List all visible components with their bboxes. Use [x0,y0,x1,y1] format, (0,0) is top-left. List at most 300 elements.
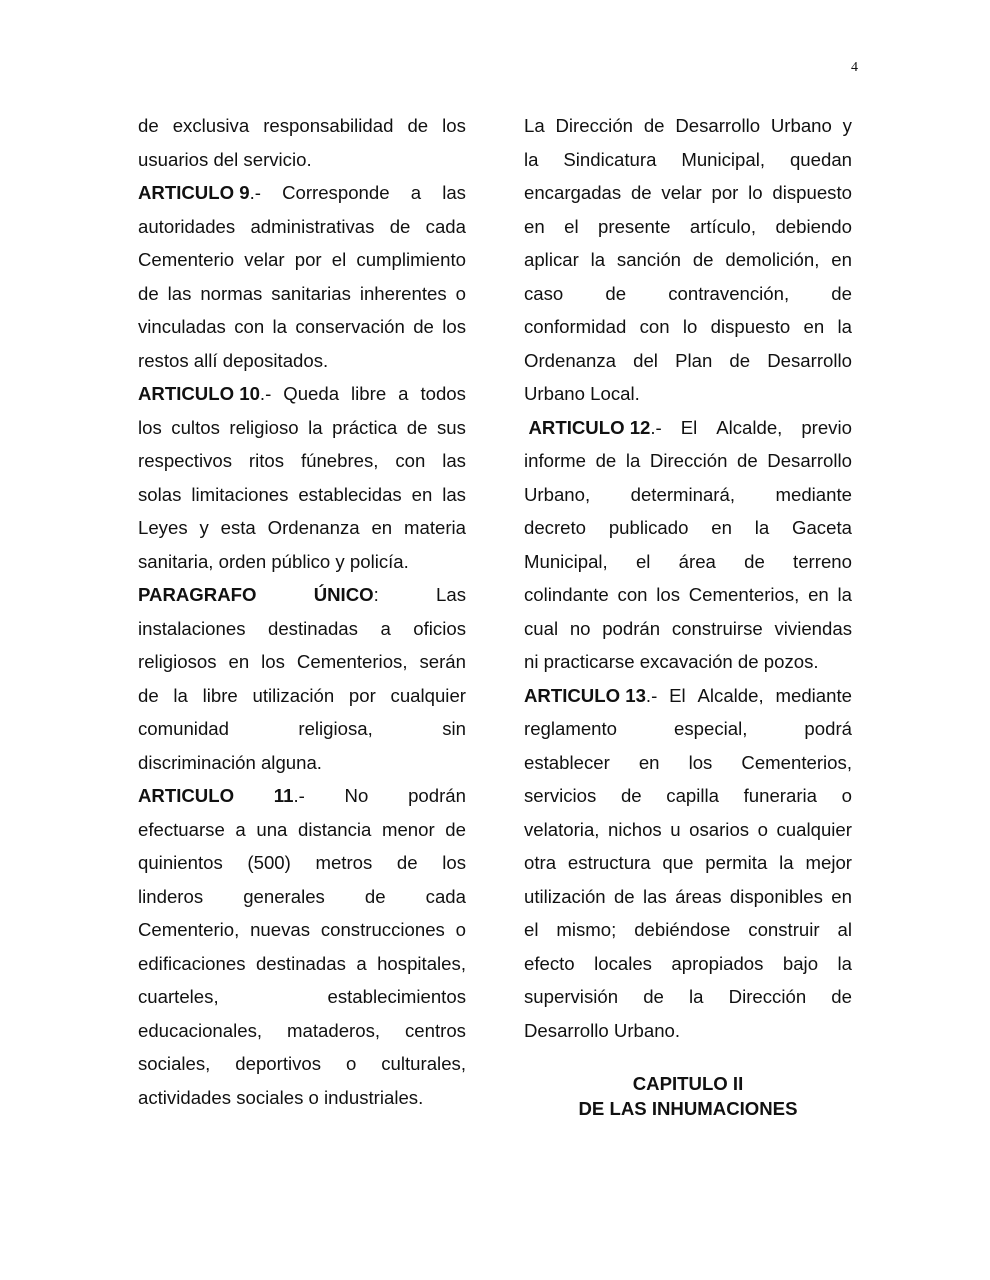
text-line [138,913,466,947]
word-part: otra [524,852,557,873]
word [345,779,369,813]
word-part: encargadas [524,182,622,203]
word-part: Las [436,584,466,605]
word-part: las [442,483,466,505]
word [681,411,698,445]
word [138,712,229,746]
word [609,511,689,545]
word-part: las [442,450,466,471]
word-part: de [138,282,159,304]
word [524,880,606,914]
word [831,243,852,277]
word-part: el [635,550,651,572]
text-line [138,880,466,914]
word-part: .- [650,416,662,438]
word [268,511,360,545]
word [411,176,421,210]
word-part: construir [748,919,820,940]
word [138,377,271,411]
word [426,880,466,914]
word-part: del [633,349,658,371]
word [253,679,335,713]
word-part: los [261,651,285,672]
word [138,310,226,344]
word [315,846,372,880]
text-line: ni practicarse excavación de pozos. [524,651,819,672]
word [591,243,605,277]
word-part: Plan [675,349,713,371]
word-part: responsabilidad [263,115,394,136]
text-line [138,277,466,311]
text-line: Desarrollo Urbano. [524,1019,681,1041]
word [748,176,762,210]
text-line [138,779,466,813]
word [328,980,467,1014]
word-part: establecer [524,751,610,773]
word-part: el [331,249,347,270]
word-part: El [669,684,686,706]
word [200,277,262,311]
word-part: de [643,986,664,1007]
word-part: los [442,115,466,136]
word-part: cada [425,215,466,237]
text-line: discriminación alguna. [138,751,322,773]
word-part: podrá [804,718,852,739]
word [138,612,246,646]
text-line [138,846,466,880]
word-part: mejor [805,852,852,873]
word-part: o [841,785,852,806]
word-part: colindante [524,584,609,605]
word [804,712,852,746]
word [524,813,599,847]
word-part: el [524,919,539,940]
text-line [138,411,466,445]
text-line [524,712,852,746]
word [737,444,758,478]
word-part: una [256,818,288,840]
word-part: solas [138,483,182,505]
word-part: Ordenanza [267,517,360,538]
word-part: religiosos [138,651,217,672]
word [199,511,208,545]
word-part: utilización [252,684,335,706]
word [711,176,738,210]
word [268,612,358,646]
word [524,846,556,880]
word-part: todos [420,383,466,404]
word-part: disponibles [729,885,823,907]
word-part: con [234,316,265,337]
word [775,478,852,512]
word [243,880,325,914]
word-part: Desarrollo [675,115,761,136]
word [229,645,250,679]
word-part: cumplimiento [356,249,466,270]
word-part: efecto [524,952,575,974]
word [360,277,447,311]
text-line [524,980,852,1014]
word-part: .- [249,182,261,203]
word-part: la [173,684,188,706]
word [138,511,188,545]
word-part: hospitales, [377,952,466,974]
word [381,1047,466,1081]
word-part: Corresponde [282,182,390,203]
word [772,176,852,210]
word [730,880,823,914]
word [442,444,466,478]
chapter-title: DE LAS INHUMACIONES [578,1098,798,1119]
text-line [524,143,852,177]
word [524,143,538,177]
word-part: área [678,550,716,572]
text-line [138,444,466,478]
word [397,846,418,880]
text-line [524,344,852,378]
word-part: presente [598,215,671,237]
word-part: Sindicatura [563,148,657,170]
word [524,980,618,1014]
text-line [524,210,852,244]
word-part: las [642,885,667,907]
word [408,779,466,813]
word [295,310,405,344]
text-line [138,176,466,210]
word-part: fúnebres, [300,450,379,471]
word-part: servicios [524,785,597,806]
word [282,176,390,210]
word [298,712,372,746]
word-part: la [837,952,852,974]
word [556,913,616,947]
chapter-number: CAPITULO II [632,1073,744,1094]
word [456,277,466,311]
word [808,578,829,612]
word [838,913,852,947]
word [365,880,386,914]
word [377,947,466,981]
word [356,947,366,981]
word-part: en [711,517,732,538]
word-part: en [524,215,545,237]
word-part: reglamento [524,718,618,739]
text-line [524,679,852,713]
word-part: Cementerio, [138,919,240,940]
word-part: Urbano [770,115,832,136]
word [790,143,852,177]
word [250,913,310,947]
word-part: de [643,115,665,136]
word-part: metros [315,852,373,873]
text-line [524,243,852,277]
word-part: de [831,986,852,1007]
word [801,411,852,445]
word [683,310,697,344]
word-part: Desarrollo [767,349,852,371]
word [524,712,617,746]
word-part: cuarteles, [138,986,219,1007]
text-line [138,645,466,679]
word-part: de [620,785,642,806]
word [256,813,287,847]
word [235,1047,321,1081]
word-part: normas [200,282,263,304]
word [138,947,246,981]
word [783,947,818,981]
word-part: en [831,885,852,907]
word-part: la [754,517,770,538]
word [524,679,657,713]
word-part: la [590,249,606,270]
word-part: los [138,416,162,438]
word-part: serán [419,651,466,672]
word [138,846,223,880]
word [524,779,596,813]
word-part: viviendas [774,617,852,639]
word-part: por [711,182,739,203]
word [524,511,586,545]
word [636,545,650,579]
text-line [524,813,852,847]
word [138,210,235,244]
word [524,746,610,780]
word [608,813,662,847]
word-part: podrán [602,617,661,639]
word [191,478,288,512]
word-part: destinadas [268,617,358,639]
word [371,511,392,545]
word [831,980,852,1014]
word [626,444,640,478]
word-part: mediante [775,483,852,505]
word [570,612,591,646]
word-part: de [406,416,428,438]
word-part: áreas [675,885,722,907]
word [391,679,466,713]
word-part: bajo [782,952,819,974]
word [838,310,852,344]
word [308,411,322,445]
word-part: las [442,182,466,203]
word [771,109,832,143]
word-part: esta [220,517,256,538]
article-label: ARTICULO 13 [524,684,646,706]
word-part: establecidas [298,483,402,505]
word-part: de [364,885,386,907]
word-part: los [442,852,466,873]
word [524,913,538,947]
text-line: actividades sociales o industriales. [138,1086,424,1108]
word [744,545,765,579]
word-part: al [837,919,852,940]
word-part: por [294,249,322,270]
word [556,109,634,143]
word [168,277,192,311]
word [138,444,232,478]
word [138,1014,262,1048]
word [675,880,722,914]
word [436,578,466,612]
word-part: mataderos, [287,1019,381,1041]
word [524,176,621,210]
word-part: de [605,282,627,304]
text-line [524,478,852,512]
article-label: ARTICULO 9 [138,182,250,203]
word-part: Cementerios, [688,584,800,605]
word-part: .- [259,383,272,404]
word-part: cualquier [390,684,466,706]
word-part: de [744,550,765,572]
text-line [524,746,852,780]
text-line [138,578,466,612]
word [837,947,851,981]
word [407,109,428,143]
word [456,913,466,947]
word-part: informe [524,450,587,471]
word-part: mediante [775,684,852,706]
word-part: estructura [567,852,651,873]
word-part: .- [645,684,658,706]
word [679,545,716,579]
word [837,578,851,612]
word-part: el [564,215,579,237]
word-part: Gaceta [792,517,852,538]
text-line [524,612,852,646]
word [524,478,590,512]
word-part: inherentes [359,282,447,304]
word-part: Urbano, [524,483,591,505]
word-part: contravención, [668,282,790,304]
word-part: debiendo [775,215,852,237]
text-line [524,846,852,880]
word-part: en [831,249,852,270]
word-part: que [662,852,694,873]
word [774,612,852,646]
word-part: velar [244,249,285,270]
word-part: los [688,751,713,773]
word [631,478,735,512]
word [247,846,290,880]
word-part: funeraria [743,785,817,806]
text-line [524,545,852,579]
word-part: lo [682,316,698,337]
word-part: Alcalde, [697,684,764,706]
word [524,310,626,344]
word [689,746,713,780]
word-part: conformidad [524,316,627,337]
word [138,277,159,311]
word [413,612,466,646]
word [564,210,578,244]
word-part: de [692,249,714,270]
word-part: Cementerio [138,249,235,270]
word-part: limitaciones [191,483,289,505]
word-part: culturales, [381,1053,466,1074]
word-part: educacionales, [138,1019,263,1041]
word [568,846,651,880]
word [442,478,466,512]
word [666,779,719,813]
word-part: (500) [247,852,291,873]
word [203,679,238,713]
text-line [524,913,852,947]
word-part: respectivos [138,450,233,471]
word-part: oficios [413,617,466,639]
word-part: sus [436,416,466,438]
word [775,210,852,244]
word [524,578,609,612]
word-part: a [410,182,422,203]
word [442,109,466,143]
word [670,813,680,847]
word-part: los [656,584,681,605]
word [842,779,852,813]
word-part: Dirección [555,115,633,136]
word-part: demolición, [725,249,820,270]
word-part: Leyes [138,517,188,538]
word [349,679,376,713]
text-line [524,176,852,210]
word-part: sanción [616,249,682,270]
word-part: Municipal, [681,148,766,170]
word [298,478,401,512]
word-part: establecimientos [327,986,466,1007]
word-part: en [371,517,393,538]
word-part: de [630,182,652,203]
word [656,578,680,612]
word [690,210,756,244]
word-part: o [455,282,466,304]
word [777,813,852,847]
word [689,578,800,612]
word [524,109,545,143]
word-part: mismo; [556,919,617,940]
word-part: la [837,316,852,337]
word [283,377,339,411]
word [263,109,393,143]
word-part: de [445,818,466,840]
text-line [138,947,466,981]
text-line [138,210,466,244]
word-part: artículo, [689,215,756,237]
word [602,612,660,646]
word-part: especial, [674,718,748,739]
text-line [524,880,852,914]
word-part: por [348,684,376,706]
word [524,612,558,646]
word-part: materia [403,517,466,538]
word [681,143,765,177]
word [273,310,287,344]
text-line: Urbano Local. [524,383,640,404]
word-part: de [138,115,159,136]
word-part: en [411,483,433,505]
word-part: capilla [666,785,719,806]
word [332,243,346,277]
word-part: administrativas [250,215,375,237]
word [420,377,466,411]
word-part: Cementerios, [296,651,408,672]
word-part: o [757,818,768,840]
word [442,176,466,210]
word-part: en [638,751,660,773]
text-line: restos allí depositados. [138,349,329,371]
word-part: de [595,450,617,471]
word-part: determinará, [630,483,736,505]
word [250,210,374,244]
word [382,813,435,847]
